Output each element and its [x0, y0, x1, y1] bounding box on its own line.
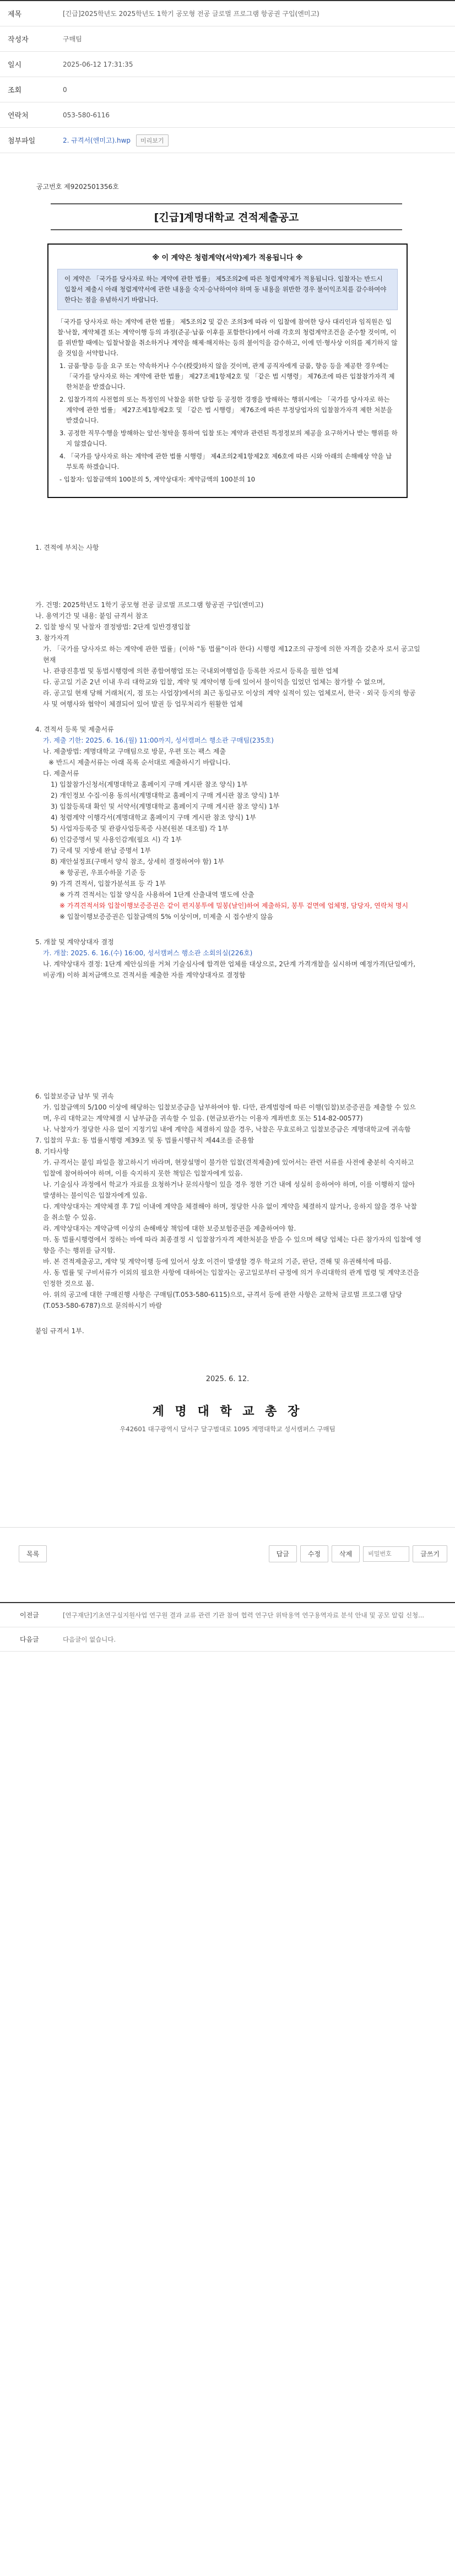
integrity-warning-box — [47, 243, 408, 498]
meta-label: 일시 — [8, 61, 22, 69]
section-heading: 4. 견적서 등록 및 제출서류 — [35, 726, 114, 733]
doc-note-important: ※ 가격견적서와 입찰이행보증증권은 같이 편지봉투에 밀봉(날인)하여 제출하되, 봉투 겉면에 업체명, 담당자, 연락처 명시 — [59, 902, 409, 910]
meta-value: 구매팀 — [63, 35, 82, 43]
list-item: 나. 낙찰자가 정당한 사유 없이 지정기일 내에 계약을 체결하지 않을 경우, 낙찰은 무효로하고 입찰보증금은 계명대학교에 귀속함 — [43, 1125, 411, 1133]
prev-post-row[interactable] — [0, 1603, 455, 1627]
meta-label: 조회 — [8, 86, 22, 95]
doc-item: 7) 국세 및 지방세 완납 증명서 1부 — [51, 847, 151, 854]
list-item: 나. 기술심사 과정에서 학교가 자료를 요청하거나 문의사항이 있을 경우 정한 기간 내에 성실히 응하여야 하며, 이를 이행하지 않아 발생하는 불이익은 입찰자에게 있음. — [43, 1181, 418, 1199]
doc-item: 1) 입찰참가신청서(계명대학교 홈페이지 구매 게시판 참조 양식) 1부 — [51, 781, 248, 788]
doc-note: ※ 항공권, 우표수하물 기준 등 — [59, 869, 146, 876]
deadline-text: 가. 제출 기한: 2025. 6. 16.(월) 11:00까지, 성서캠퍼스 행소관 구매팀(235호) — [43, 737, 274, 744]
list-item-opening — [35, 948, 422, 959]
meta-row-attachment — [0, 128, 455, 153]
doc-item: 8) 재안설정표(구매서 양식 참조, 상세히 결정하여야 함) 1부 — [51, 858, 224, 865]
doc-item: 9) 가격 견적서, 입찰가분석표 등 각 1부 — [51, 880, 166, 887]
section-heading: 3. 참가자격 — [35, 634, 69, 642]
list-item: 라. 계약상대자는 계약금액 이상의 손해배상 책임에 대한 보증보험증권을 제출하여야 함. — [43, 1225, 296, 1232]
section-heading: 1. 견적에 부치는 사항 — [35, 544, 99, 551]
section-heading: 2. 입찰 방식 및 낙찰자 결정방법: 2단계 일반경쟁입찰 — [35, 623, 191, 631]
meta-label: 제목 — [8, 10, 22, 19]
list-item: 라. 공고일 현재 당해 거래처(지, 점 또는 사업장)에서의 최근 동일규모 이상의 계약 실적이 있는 업체로서, 한국 · 외국 등지의 항공사 및 여행사와 협약이 체결되어 있어 발권 등 업무처리가 원활한 업체 — [43, 689, 416, 708]
reply-button[interactable]: 답글 — [269, 1545, 297, 1562]
preview-button[interactable]: 미리보기 — [136, 134, 169, 147]
list-item: 아. 위의 공고에 대한 구매진행 사항은 구매팀(T.053-580-6115)으로, 규격서 등에 관한 사항은 교학처 글로벌 프로그램 담당(T.053-580-6787)으로 문의하시기 바람 — [43, 1291, 402, 1309]
meta-row-contact — [0, 102, 455, 128]
list-item: 마. 동 법률시행령에서 정하는 바에 따라 최종결정 시 입찰참가자격 제한처분을 받을 수 있으며 해당 업체는 다른 참가자의 입찰에 영향을 주는 행위를 금지함. — [43, 1236, 421, 1254]
list-item: 다. 공고일 기준 2년 이내 우리 대학교와 입찰, 계약 및 계약이행 등에 있어서 불이익을 입었던 업체는 참가할 수 없으며, — [43, 678, 385, 686]
warning-heading: ※ 이 계약은 청렴계약(서약)제가 적용됩니다 ※ — [152, 254, 303, 262]
doc-item: 6) 인감증명서 및 사용인감계(필요 시) 각 1부 — [51, 836, 182, 843]
doc-title-box — [51, 203, 402, 230]
doc-item: 2) 개인정보 수집·이용 동의서(계명대학교 홈페이지 구매 게시판 참조 양식) 1부 — [51, 792, 280, 799]
password-input[interactable] — [363, 1546, 409, 1562]
section-heading: 7. 입찰의 무효: 동 법률시행령 제39조 및 동 법률시행규칙 제44조를 준용함 — [35, 1137, 254, 1144]
meta-value: [긴급]2025학년도 2025학년도 1학기 공모형 전공 글로벌 프로그램 항공권 구입(엔미고) — [63, 10, 319, 18]
list-item: 가. 규격서는 붙임 파일을 참고하시기 바라며, 현장설명이 불가한 입찰(견적제출)에 있어서는 관련 서류를 사전에 충분히 숙지하고 입찰에 참여하여야 하며, 이를 숙지하지 못한 책임은 입찰자에게 있음. — [43, 1159, 416, 1177]
closing-date: 2025. 6. 12. — [205, 1375, 250, 1383]
meta-label: 작성자 — [8, 36, 29, 44]
warning-item: 4. 「국가를 당사자로 하는 계약에 관한 법률 시행령」 제4조의2제1항제2호 제6호에 따른 시와 아래의 손해배상 약을 납부토록 하겠습니다. — [59, 452, 392, 470]
section-6 — [35, 1091, 422, 1311]
warning-body — [57, 317, 398, 485]
meta-value: 0 — [63, 85, 67, 94]
warning-item: 2. 입찰가격의 사전협의 또는 특정인의 낙찰을 위한 담합 등 공정한 경쟁을 방해하는 행위시에는 「국가를 당사자로 하는 계약에 관한 법률」 제27조제1항제2호 및 「같은 법 시행령」 제76조에 따른 부정당업자의 입찰참가자격 제한 처분을 받겠습니다. — [59, 396, 393, 424]
note-text: ※ 반드시 제출서류는 아래 목록 순서대로 제출하시기 바랍니다. — [48, 759, 231, 766]
warning-highlight: 이 계약은 「국가를 당사자로 하는 계약에 관한 법률」 제5조의2에 따른 청렴계약제가 적용됩니다. 입찰자는 반드시 입찰서 제출시 아래 청렴계약서에 관한 내용을 숙지·승낙하여야 하며 동 내용을 위반한 경우 불이익조치를 감수하여야 한다는 점을 유념하시기 바랍니다. — [57, 269, 398, 310]
meta-row-author — [0, 26, 455, 52]
notice-content — [0, 542, 455, 1336]
list-button[interactable]: 목록 — [19, 1545, 47, 1562]
delete-button[interactable]: 삭제 — [332, 1545, 360, 1562]
section-1-items — [35, 599, 422, 710]
section-heading: 6. 입찰보증금 납부 및 귀속 — [35, 1092, 114, 1100]
meta-label: 연락처 — [8, 112, 29, 120]
list-item: 나. 제출방법: 계명대학교 구매팀으로 방문, 우편 또는 팩스 제출 — [43, 748, 226, 755]
list-item: 나. 용역기간 및 내용: 붙임 규격서 참조 — [35, 612, 148, 620]
list-item: 사. 동 법률 및 구비서류가 이외의 필요한 사항에 대하여는 입찰자는 공고일로부터 규정에 의거 우리대학의 관계 법령 및 계약조건을 인정한 것으로 봄. — [43, 1269, 421, 1287]
attachment-note: 붙임 규격서 1부. — [35, 1327, 84, 1335]
section-4 — [35, 724, 422, 922]
edit-button[interactable]: 수정 — [300, 1545, 328, 1562]
meta-table — [0, 0, 455, 153]
section-heading: 5. 개찰 및 계약상대자 결정 — [35, 938, 114, 946]
doc-item: 3) 입찰등록대 확인 및 서약서(계명대학교 홈페이지 구매 게시판 참조 양식) 1부 — [51, 803, 280, 810]
next-post-label: 다음글 — [20, 1636, 39, 1643]
doc-item: 4) 청렴계약 이행각서(계명대학교 홈페이지 구매 게시판 참조 양식) 1부 — [51, 814, 256, 821]
warning-intro: 「국가를 당사자로 하는 계약에 관한 법률」 제5조의2 및 같은 조의3에 따라 이 입찰에 참여한 당사 대리인과 임직원은 입찰·낙찰, 계약체결 또는 계약이행 등의 과정(준공·납품 이후를 포함한다)에서 아래 각호의 청렴계약조건을 준수할 것이며, 이를 위반할 때에는 입찰낙찰을 취소하거나 계약을 해제·해지하는 등의 불이익을 감수하고, 이에 민·형사상 이의를 제기하지 않을 것임을 서약합니다. — [57, 318, 398, 357]
warning-item: 1. 금품·향응 등을 요구 또는 약속하거나 수수(授受)하지 않을 것이며, 관계 공직자에게 금품, 향응 등을 제공한 경우에는 「국가를 당사자로 하는 계약에 관한 법률」 제27조제1항제2호 및 「같은 법 시행령」 제76조에 따른 입찰참가자격 제한처분을 받겠습니다. — [59, 362, 395, 391]
list-item: 가. 「국가를 당사자로 하는 계약에 관한 법률」(이하 "동 법률"이라 한다) 시행령 제12조의 규정에 의한 자격을 갖춘자 로서 공고일 현재 — [43, 645, 422, 664]
attachment-value — [57, 134, 455, 147]
list-item: 다. 제출서류 — [43, 770, 79, 777]
list-item: 가. 입찰금액의 5/100 이상에 해당하는 입찰보증금을 납부하여야 함. 다만, 관계법령에 따른 이행(입찰)보증증권을 제출할 수 있으며, 우리 대학교는 계약체결 시 납부금을 귀속할 수 있음. (현금보관가는 이용자 계좌번호 또는 514-82-00577) — [43, 1103, 416, 1122]
action-bar — [0, 1527, 455, 1580]
president-signature: 계 명 대 학 교 총 장 — [152, 1405, 303, 1419]
list-item: 가. 건명: 2025학년도 1학기 공모형 전공 글로벌 프로그램 항공권 구입(엔미고) — [35, 601, 264, 609]
post-navigation — [0, 1602, 455, 1652]
section-5 — [35, 937, 422, 981]
meta-row-views — [0, 77, 455, 102]
prev-post-label: 이전글 — [20, 1611, 39, 1619]
section-heading: 8. 기타사항 — [35, 1148, 69, 1155]
address: 우42601 대구광역시 달서구 달구벌대로 1095 계명대학교 성서캠퍼스 구매팀 — [120, 1425, 335, 1433]
next-post-row — [0, 1627, 455, 1652]
action-button-group — [269, 1545, 447, 1562]
meta-row-date — [0, 52, 455, 77]
doc-note: ※ 가격 견적서는 입찰 양식을 사용하여 1단계 산출내역 별도에 산출 — [59, 891, 254, 899]
list-item-deadline — [35, 735, 422, 746]
meta-value: 2025-06-12 17:31:35 — [63, 60, 133, 68]
warning-item: - 입찰자: 입찰금액의 100분의 5, 계약상대자: 계약금액의 100분의 10 — [59, 475, 256, 483]
meta-row-title — [0, 1, 455, 26]
warning-item: 3. 공정한 직무수행을 방해하는 알선·청탁을 통하여 입찰 또는 계약과 관련된 특정정보의 제공을 요구하거나 받는 행위를 하지 않겠습니다. — [59, 429, 398, 447]
list-item: 나. 관광진흥법 및 동법시행령에 의한 종합여행업 또는 국내외여행업을 등록한 자로서 등록을 필한 업체 — [43, 667, 339, 675]
list-item: 다. 계약상대자는 계약체결 후 7일 이내에 계약을 체결해야 하며, 정당한 사유 없이 계약을 체결하지 않거나, 응하지 않을 경우 낙찰을 취소할 수 있음. — [43, 1203, 417, 1221]
opening-text: 가. 개찰: 2025. 6. 16.(수) 16:00, 성서캠퍼스 행소관 소회의실(226호) — [43, 949, 253, 957]
list-item: 바. 본 견적제출공고, 계약 및 계약이행 등에 있어서 상호 이견이 발생할 경우 학교의 기준, 판단, 견해 및 유권해석에 따름. — [43, 1258, 392, 1265]
attachment-note-section — [35, 1325, 422, 1336]
prev-post-link[interactable]: [연구재단]기초연구실지원사업 연구원 결과 교류 관련 기관 참여 협력 연구단 위탁용역 연구용역자료 분석 안내 및 공모 알림 신청... — [63, 1611, 425, 1619]
doc-title: [긴급]계명대학교 견적제출공고 — [154, 212, 299, 224]
doc-item: 5) 사업자등록증 및 관광사업등록증 사본(원본 대조필) 각 1부 — [51, 825, 229, 832]
list-item: 나. 계약상대자 결정: 1단계 제안심의를 거쳐 기술심사에 합격한 업체를 대상으로, 2단계 가격개찰을 실시하며 예정가격(단일예가, 비공개) 이하 최저금액으로 견적서를 제출한 자를 계약상대자로 결정함 — [43, 960, 418, 979]
notice-number: 공고번호 제9202501356호 — [36, 183, 119, 191]
doc-note: ※ 입찰이행보증증권은 입찰금액의 5% 이상이며, 미제출 시 접수받지 않음 — [59, 913, 274, 921]
meta-label: 첨부파일 — [8, 137, 36, 145]
attachment-link[interactable]: 2. 규격서(엔미고).hwp — [63, 137, 131, 144]
meta-value: 053-580-6116 — [63, 111, 110, 119]
next-post-text: 다음글이 없습니다. — [63, 1635, 116, 1643]
write-button[interactable]: 글쓰기 — [413, 1545, 447, 1562]
